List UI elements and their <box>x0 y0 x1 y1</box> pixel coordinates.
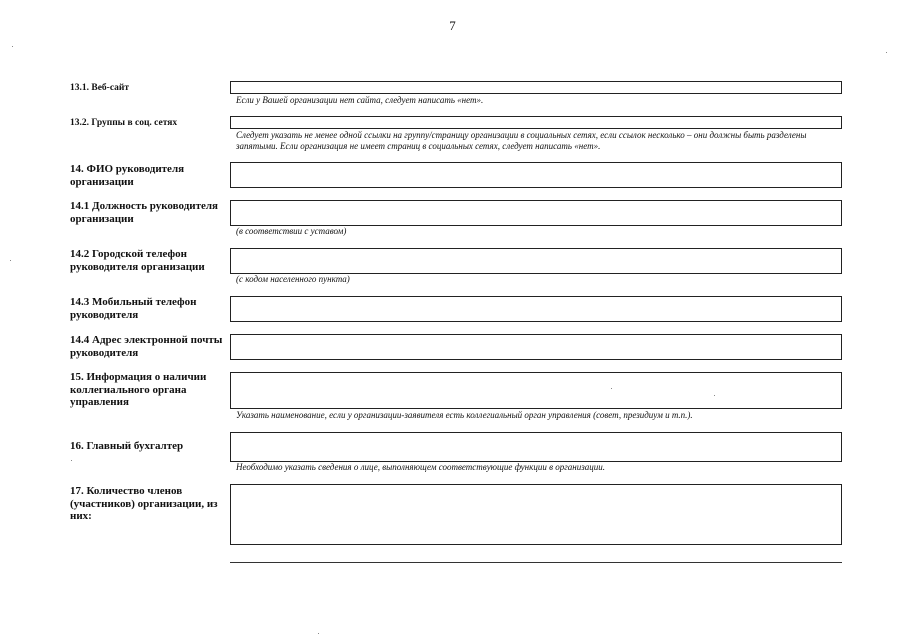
director-mobile-field[interactable] <box>230 296 842 322</box>
hint-website: Если у Вашей организации нет сайта, следует написать «нет». <box>236 95 484 105</box>
label-collegial-body: 15. Информация о наличии коллегиального органа управления <box>70 371 207 408</box>
scan-speck <box>10 260 11 261</box>
chief-accountant-field[interactable] <box>230 432 842 462</box>
director-name-field[interactable] <box>230 162 842 188</box>
scan-speck <box>886 52 887 53</box>
hint-collegial-body: Указать наименование, если у организации-заявителя есть коллегиальный орган управления (совет, президиум и т.п.). <box>236 410 693 420</box>
label-website: 13.1. Веб-сайт <box>70 83 130 93</box>
director-email-field[interactable] <box>230 334 842 360</box>
scan-speck <box>71 460 72 461</box>
hint-social-groups: Следует указать не менее одной ссылки на группу/страницу организации в социальных сетях, если ссылок несколько – они должны быть разделены запятыми. Если организация не имеет страниц в социальных сетях, следует написать «нет». <box>236 130 807 151</box>
director-city-phone-field[interactable] <box>230 248 842 274</box>
website-field[interactable] <box>230 81 842 94</box>
scan-speck <box>611 388 612 389</box>
label-director-email: 14.4 Адрес электронной почты руководителя <box>70 334 223 359</box>
collegial-body-field[interactable] <box>230 372 842 409</box>
scan-speck <box>12 46 13 47</box>
scan-speck <box>318 633 319 634</box>
hint-director-position: (в соответствии с уставом) <box>236 226 347 236</box>
director-position-field[interactable] <box>230 200 842 226</box>
hint-chief-accountant: Необходимо указать сведения о лице, выполняющем соответствующие функции в организации. <box>236 462 605 472</box>
scan-speck <box>714 395 715 396</box>
label-director-city-phone: 14.2 Городской телефон руководителя организации <box>70 248 205 273</box>
hint-director-city-phone: (с кодом населенного пункта) <box>236 274 350 284</box>
label-director-name: 14. ФИО руководителя организации <box>70 163 185 188</box>
label-director-mobile: 14.3 Мобильный телефон руководителя <box>70 296 197 321</box>
label-social-groups: 13.2. Группы в соц. сетях <box>70 118 178 128</box>
page-number: 7 <box>449 18 456 33</box>
social-groups-field[interactable] <box>230 116 842 129</box>
label-director-position: 14.1 Должность руководителя организации <box>70 200 219 225</box>
label-chief-accountant: 16. Главный бухгалтер <box>70 440 184 452</box>
member-count-field[interactable] <box>230 484 842 545</box>
label-member-count: 17. Количество членов (участников) организации, из них: <box>70 485 218 522</box>
bottom-rule <box>230 562 842 563</box>
